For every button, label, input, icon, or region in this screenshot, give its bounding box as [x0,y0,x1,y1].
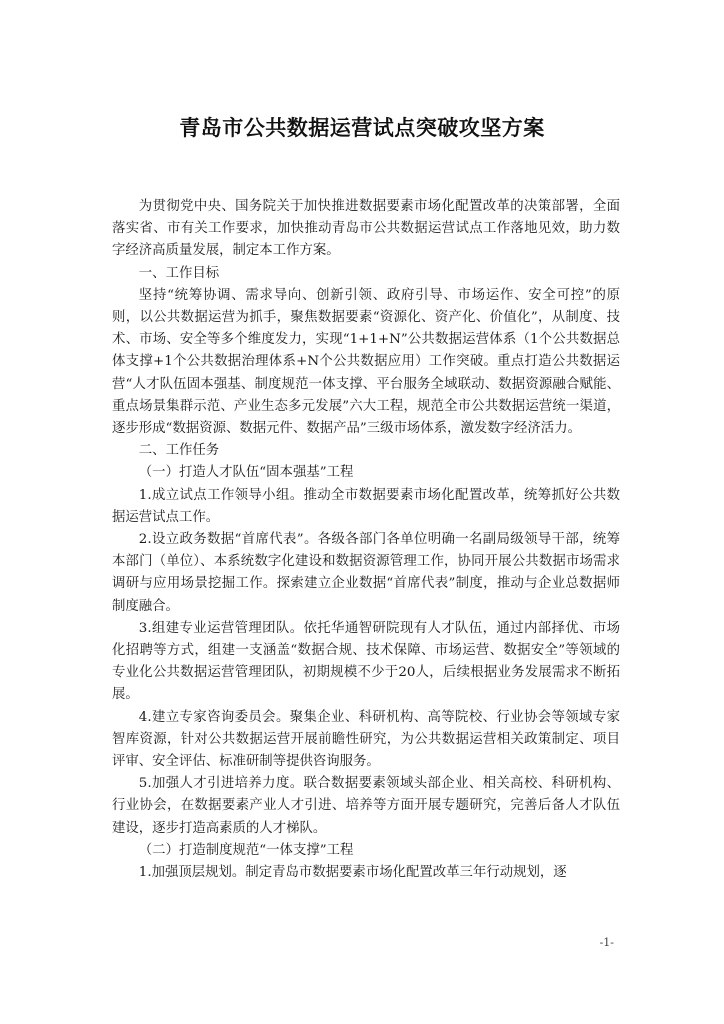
goals-paragraph: 坚持“统筹协调、需求导向、创新引领、政府引导、市场运作、安全可控”的原则，以公共数据运营为抓手，聚焦数据要素“资源化、资产化、价值化”，从制度、技术、市场、安全等多个维度发力，实现“1+1+N”公共数据运营体系（1个公共数据总体支撑+1个公共数据治理体系+N个公共数据应用）工作突破。重点打造公共数据运营“人才队伍固本强基、制度规范一体支撑、平台服务全域联动、数据资源融合赋能、重点场景集群示范、产业生态多元发展”六大工程，规范全市公共数据运营统一渠道，逐步形成“数据资源、数据元件、数据产品”三级市场体系，激发数字经济活力。 [112,287,620,437]
subsection-heading-institution: （二）打造制度规范“一体支撑”工程 [138,842,354,858]
subsection-heading-talent: （一）打造人才队伍“固本强基”工程 [138,465,354,481]
document-body [112,196,620,884]
task-paragraph: 1.加强顶层规划。制定青岛市数据要素市场化配置改革三年行动规划，逐 [138,865,567,881]
section-heading-goals: 一、工作目标 [138,265,220,281]
task-paragraph: 2.设立政务数据“首席代表”。各级各部门各单位明确一名副局级领导干部，统筹本部门（单位）、本系统数字化建设和数据资源管理工作，协同开展公共数据市场需求调研与应用场景挖掘工作。探索建立企业数据“首席代表”制度，推动与企业总数据师制度融合。 [112,532,620,614]
document-title: 青岛市公共数据运营试点突破攻坚方案 [179,116,545,140]
section-heading-tasks: 二、工作任务 [138,443,220,459]
intro-paragraph: 为贯彻党中央、国务院关于加快推进数据要素市场化配置改革的决策部署，全面落实省、市有关工作要求，加快推动青岛市公共数据运营试点工作落地见效，助力数字经济高质量发展，制定本工作方案。 [112,199,620,259]
page-number: -1- [599,936,614,949]
task-paragraph: 4.建立专家咨询委员会。聚集企业、科研机构、高等院校、行业协会等领域专家智库资源，针对公共数据运营开展前瞻性研究，为公共数据运营相关政策制定、项目评审、安全评估、标准研制等提供咨询服务。 [112,709,620,770]
task-paragraph: 1.成立试点工作领导小组。推动全市数据要素市场化配置改革，统筹抓好公共数据运营试点工作。 [112,487,620,525]
task-paragraph: 3.组建专业运营管理团队。依托华通智研院现有人才队伍，通过内部择优、市场化招聘等方式，组建一支涵盖“数据合规、技术保障、市场运营、数据安全”等领域的专业化公共数据运营管理团队，初期规模不少于20人，后续根据业务发展需求不断拓展。 [112,620,620,703]
task-paragraph: 5.加强人才引进培养力度。联合数据要素领域头部企业、相关高校、科研机构、行业协会，在数据要素产业人才引进、培养等方面开展专题研究，完善后备人才队伍建设，逐步打造高素质的人才梯队。 [112,776,620,836]
